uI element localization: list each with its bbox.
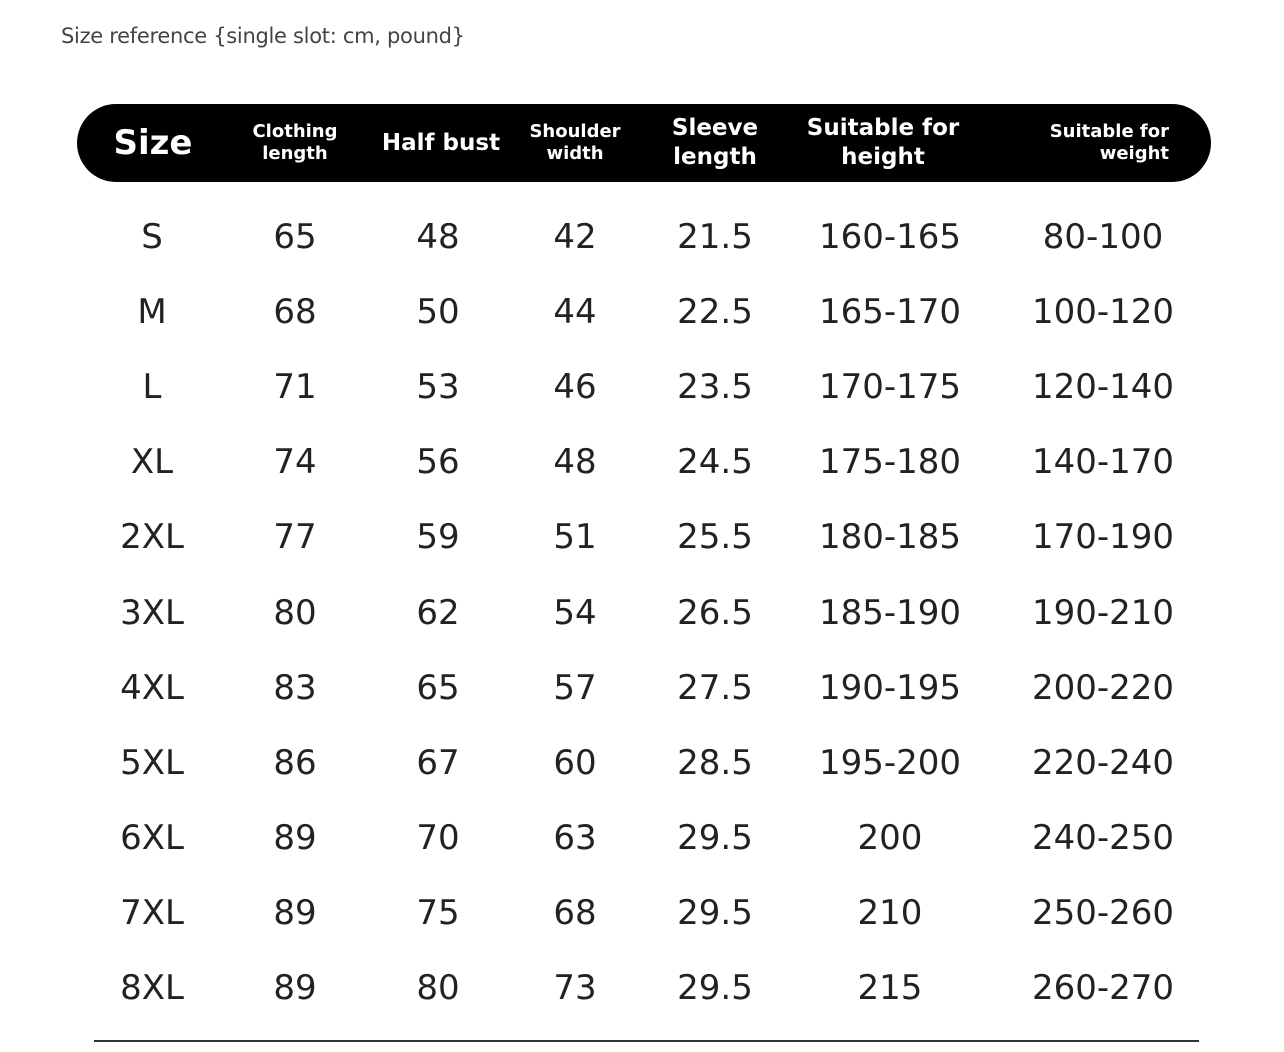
table-row [0,883,1284,943]
cell-half-bust: 75 [416,892,460,933]
cell-height: 180-185 [818,517,962,558]
table-row [0,958,1284,1018]
cell-clothing-length: 68 [273,292,317,333]
cell-sleeve-length: 29.5 [677,817,753,858]
cell-shoulder-width: 60 [553,742,597,783]
cell-shoulder-width: 51 [553,517,597,558]
header-clothing-length: Clothing length [252,120,338,164]
cell-clothing-length: 89 [273,892,317,933]
cell-half-bust: 56 [416,442,460,483]
cell-shoulder-width: 73 [553,968,597,1008]
table-row [0,507,1284,567]
header-sleeve-length: Sleeve length [671,115,759,170]
cell-sleeve-length: 23.5 [677,367,753,408]
table-row [0,357,1284,417]
cell-weight: 240-250 [1031,817,1175,858]
size-reference-caption: Size reference {single slot: cm, pound} [61,24,465,48]
cell-size: M [137,292,167,333]
cell-size: L [142,367,162,408]
cell-height: 195-200 [818,742,962,783]
table-row [0,733,1284,793]
cell-half-bust: 53 [416,367,460,408]
cell-size: 6XL [120,817,184,858]
cell-weight: 80-100 [1042,217,1164,257]
cell-weight: 170-190 [1031,517,1175,558]
cell-half-bust: 67 [416,742,460,783]
cell-clothing-length: 89 [273,968,317,1008]
cell-shoulder-width: 68 [553,892,597,933]
cell-height: 210 [857,892,923,933]
cell-shoulder-width: 63 [553,817,597,858]
table-row [0,658,1284,718]
cell-sleeve-length: 26.5 [677,592,753,633]
cell-size: 2XL [120,517,184,558]
table-row [0,432,1284,492]
cell-size: 3XL [120,592,184,633]
cell-sleeve-length: 21.5 [677,217,753,257]
cell-clothing-length: 71 [273,367,317,408]
cell-height: 165-170 [818,292,962,333]
cell-sleeve-length: 27.5 [677,667,753,708]
cell-sleeve-length: 28.5 [677,742,753,783]
cell-height: 190-195 [818,667,962,708]
cell-height: 215 [857,968,923,1008]
cell-size: 5XL [120,742,184,783]
cell-clothing-length: 89 [273,817,317,858]
cell-clothing-length: 83 [273,667,317,708]
cell-half-bust: 80 [416,968,460,1008]
cell-half-bust: 48 [416,217,460,257]
header-half-bust: Half bust [381,129,501,156]
cell-height: 185-190 [818,592,962,633]
cell-clothing-length: 74 [273,442,317,483]
cell-size: 7XL [120,892,184,933]
cell-weight: 140-170 [1031,442,1175,483]
cell-sleeve-length: 24.5 [677,442,753,483]
header-shoulder-width: Shoulder width [529,120,621,164]
cell-size: S [141,217,163,257]
table-header [77,104,1211,182]
cell-clothing-length: 80 [273,592,317,633]
cell-shoulder-width: 44 [553,292,597,333]
cell-size: XL [130,442,174,483]
cell-weight: 190-210 [1031,592,1175,633]
cell-clothing-length: 86 [273,742,317,783]
cell-size: 4XL [120,667,184,708]
cell-height: 175-180 [818,442,962,483]
cell-sleeve-length: 29.5 [677,968,753,1008]
cell-size: 8XL [120,968,184,1008]
cell-height: 200 [857,817,923,858]
cell-weight: 100-120 [1031,292,1175,333]
cell-weight: 260-270 [1031,968,1175,1008]
table-row [0,282,1284,342]
cell-half-bust: 59 [416,517,460,558]
cell-half-bust: 70 [416,817,460,858]
table-row [0,808,1284,868]
header-suitable-weight: Suitable for weight [1049,120,1169,164]
cell-half-bust: 62 [416,592,460,633]
cell-shoulder-width: 57 [553,667,597,708]
cell-clothing-length: 77 [273,517,317,558]
cell-height: 160-165 [818,217,962,257]
cell-sleeve-length: 22.5 [677,292,753,333]
cell-shoulder-width: 48 [553,442,597,483]
cell-weight: 200-220 [1031,667,1175,708]
cell-shoulder-width: 42 [553,217,597,257]
header-size: Size [113,122,193,163]
cell-sleeve-length: 29.5 [677,892,753,933]
cell-height: 170-175 [818,367,962,408]
cell-sleeve-length: 25.5 [677,517,753,558]
table-row [0,207,1284,267]
bottom-divider [94,1040,1199,1042]
cell-shoulder-width: 46 [553,367,597,408]
table-row [0,583,1284,643]
cell-half-bust: 50 [416,292,460,333]
cell-clothing-length: 65 [273,217,317,257]
cell-weight: 250-260 [1031,892,1175,933]
cell-weight: 220-240 [1031,742,1175,783]
cell-shoulder-width: 54 [553,592,597,633]
header-suitable-height: Suitable for height [806,115,960,170]
cell-half-bust: 65 [416,667,460,708]
cell-weight: 120-140 [1031,367,1175,408]
